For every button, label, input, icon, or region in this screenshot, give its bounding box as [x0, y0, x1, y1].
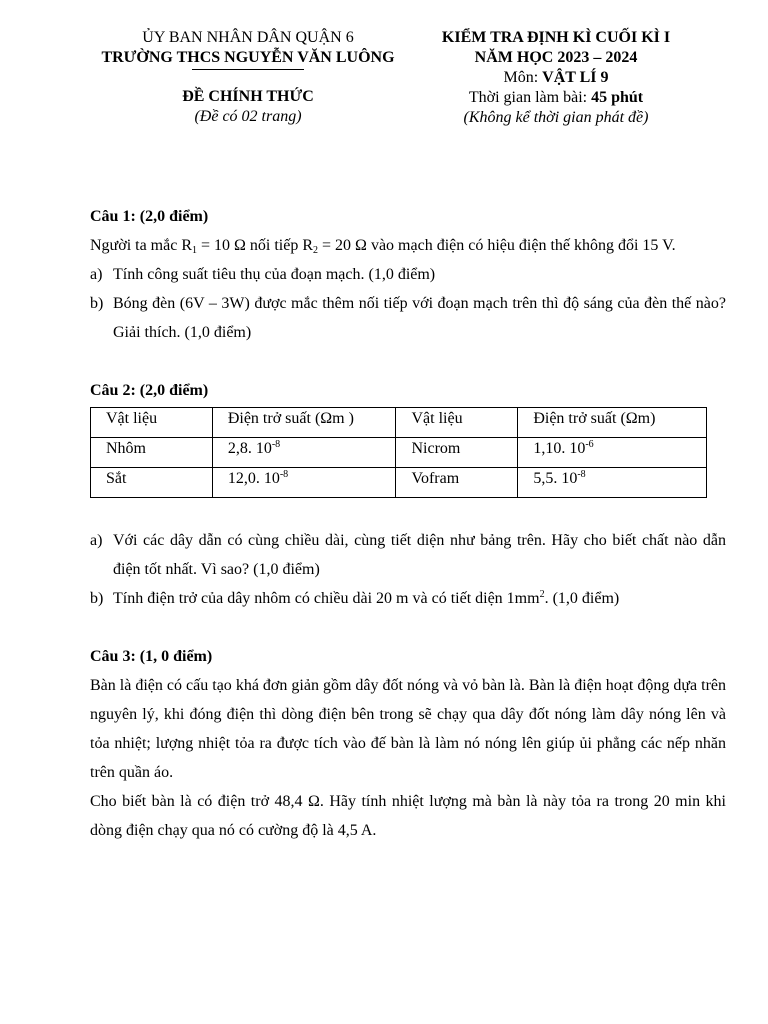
- q1-part-b: [90, 289, 726, 347]
- table-header-cell: Điện trở suất (Ωm ): [212, 408, 396, 438]
- q3-paragraph-1: Bàn là điện có cấu tạo khá đơn giản gồm dây đốt nóng và vỏ bàn là. Bàn là điện hoạt động dựa trên nguyên lý, khi đóng điện thì dòng điện bên trong sẽ chạy qua dây đốt nóng làm dây nóng lên và tỏa nhiệt; lượng nhiệt tỏa ra được tích vào đế bàn là làm nó nóng lên giúp ủi phẳng các nếp nhăn trên quần áo.: [90, 677, 726, 781]
- q1-part-a: [90, 260, 726, 289]
- resistivity-table: [90, 407, 707, 498]
- header-left: [88, 28, 408, 127]
- q2-part-b: [90, 584, 726, 613]
- material-cell: Vofram: [396, 468, 518, 498]
- material-cell: Nicrom: [396, 438, 518, 468]
- time-note: (Không kể thời gian phát đề): [463, 109, 649, 126]
- table-header-row: [91, 408, 707, 438]
- q2-b-label: b): [90, 590, 104, 607]
- q1-stem: Người ta mắc $R_1 = 10$ Ω nối tiếp $R_2 = 20$ Ω vào mạch điện có hiệu điện thế không đổi 15 V.: [90, 237, 676, 256]
- resistivity-cell: 2,8. $10^{-8}$: [212, 438, 396, 468]
- q2-a-text: Với các dây dẫn có cùng chiều dài, cùng tiết diện như bảng trên. Hãy cho biết chất nào dẫn điện tốt nhất. Vì sao? (1,0 điểm): [113, 532, 726, 578]
- school-year: NĂM HỌC 2023 – 2024: [474, 49, 638, 66]
- q3-paragraph-2: Cho biết bàn là có điện trở 48,4 Ω. Hãy tính nhiệt lượng mà bàn là này tỏa ra trong 20 min khi dòng điện chạy qua nó có cường độ là 4,5 A.: [90, 793, 726, 839]
- q2-a-label: a): [90, 532, 103, 549]
- material-cell: Sắt: [91, 468, 213, 498]
- time-label: Thời gian làm bài:: [468, 89, 592, 106]
- q1-a-label: a): [90, 266, 103, 283]
- committee-name: ỦY BAN NHÂN DÂN QUẬN 6: [142, 29, 354, 46]
- q1-b-text: Bóng đèn (6V – 3W) được mắc thêm nối tiếp với đoạn mạch trên thì độ sáng của đèn thế nào? Giải thích. (1,0 điểm): [113, 295, 726, 341]
- table-row: [91, 468, 707, 498]
- table-header-cell: Vật liệu: [396, 408, 518, 438]
- material-cell: Nhôm: [91, 438, 213, 468]
- resistivity-cell: 5,5. $10^{-8}$: [518, 468, 707, 498]
- table-row: [91, 438, 707, 468]
- q2-part-a: [90, 526, 726, 584]
- subject-label: Môn:: [503, 69, 543, 86]
- q1-b-label: b): [90, 295, 104, 312]
- resistivity-cell: 12,0. $10^{-8}$: [212, 468, 396, 498]
- q1-a-text: Tính công suất tiêu thụ của đoạn mạch. (1,0 điểm): [113, 266, 436, 283]
- exam-content: [90, 202, 726, 845]
- q2-title: Câu 2: (2,0 điểm): [90, 382, 209, 399]
- time-value: 45 phút: [591, 89, 644, 106]
- time-line: [408, 88, 704, 108]
- q3-title: Câu 3: (1, 0 điểm): [90, 648, 213, 665]
- subject-line: [408, 68, 704, 88]
- table-header-cell: Điện trở suất (Ωm): [518, 408, 707, 438]
- resistivity-cell: 1,10. $10^{-6}$: [518, 438, 707, 468]
- table-header-cell: Vật liệu: [91, 408, 213, 438]
- q2-b-text: Tính điện trở của dây nhôm có chiều dài 20 m và có tiết diện $1mm^2$. (1,0 điểm): [113, 589, 620, 607]
- school-name: TRƯỜNG THCS NGUYỄN VĂN LUÔNG: [101, 49, 395, 66]
- pages-note: (Đề có 02 trang): [194, 108, 302, 125]
- exam-title: KIỂM TRA ĐỊNH KÌ CUỐI KÌ I: [441, 29, 671, 46]
- exam-header: [0, 28, 768, 138]
- q1-title: Câu 1: (2,0 điểm): [90, 208, 209, 225]
- header-right: [408, 28, 704, 128]
- subject-name: VẬT LÍ 9: [542, 69, 609, 86]
- official-label: ĐỀ CHÍNH THỨC: [182, 88, 314, 105]
